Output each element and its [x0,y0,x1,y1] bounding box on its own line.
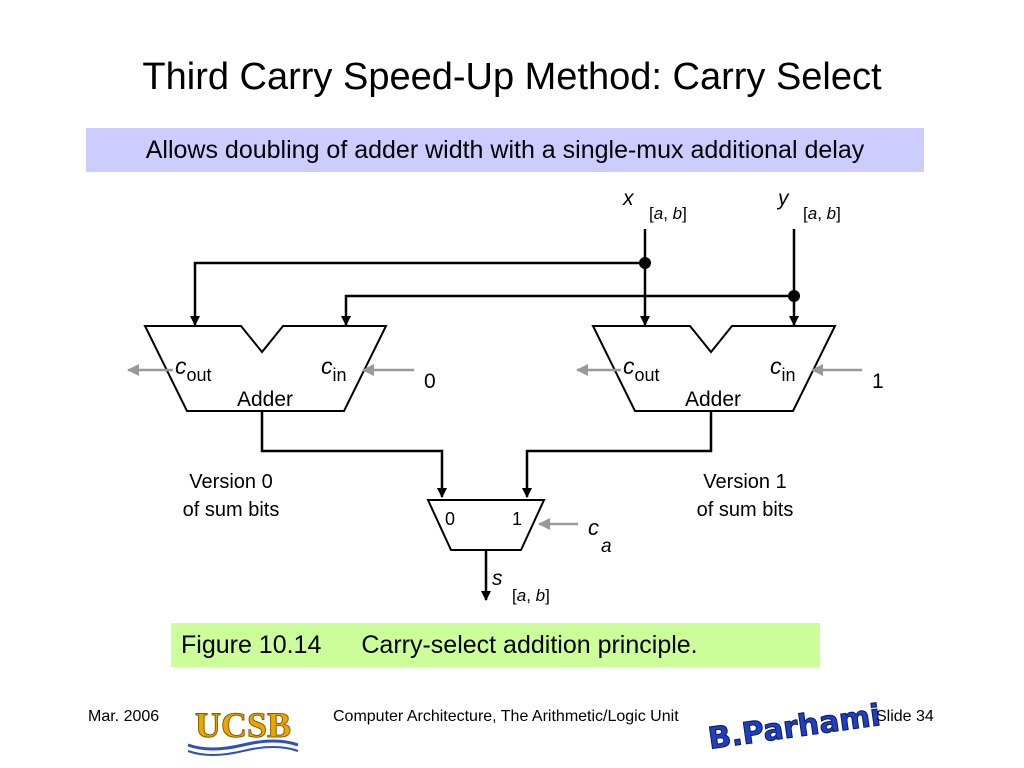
version0-wire [262,411,442,497]
sum-output-label: s [492,567,503,590]
adder-left-cout: cout [175,353,212,385]
footer-date: Mar. 2006 [88,708,160,725]
version0-line2: of sum bits [182,499,280,521]
mux-input-1: 1 [512,509,523,529]
adder-right-cin: cin [770,353,796,385]
svg-text:B.Parhami: B.Parhami [705,698,883,757]
mux-select-label: ca [588,515,612,557]
adder-right-cout: cout [623,353,660,385]
figure-caption [171,623,820,667]
mux-input-0: 0 [445,509,456,529]
sum-output-range: [a, b] [512,586,550,605]
svg-text:UCSB: UCSB [194,705,292,745]
caption-figure-number: Figure 10.14 [181,631,322,659]
input-x-range: [a, b] [649,204,687,223]
adder-left-cin-value: 0 [424,370,436,393]
y-to-left-adder-wire [346,296,794,325]
version0-line1: Version 0 [189,471,273,493]
slide-title: Third Carry Speed-Up Method: Carry Select [142,56,882,98]
x-to-left-adder-wire [195,263,645,325]
input-y-label: y [778,187,789,210]
version1-line2: of sum bits [696,499,794,521]
input-y-range: [a, b] [803,204,841,223]
footer-course-title: Computer Architecture, The Arithmetic/Logic Unit [333,708,679,725]
version1-line1: Version 1 [703,471,787,493]
subtitle-banner: Allows doubling of adder width with a single-mux additional delay [86,128,924,172]
ucsb-logo [180,699,306,757]
footer-slide-number: Slide 34 [876,708,934,725]
adder-right-label: Adder [685,388,742,411]
adder-left-cin: cin [321,353,347,385]
caption-text: Carry-select addition principle. [361,631,698,659]
version1-wire [527,411,711,497]
input-x-label: x [623,187,634,210]
author-logo [705,689,883,761]
adder-right-cin-value: 1 [872,370,884,393]
adder-left-label: Adder [237,388,294,411]
